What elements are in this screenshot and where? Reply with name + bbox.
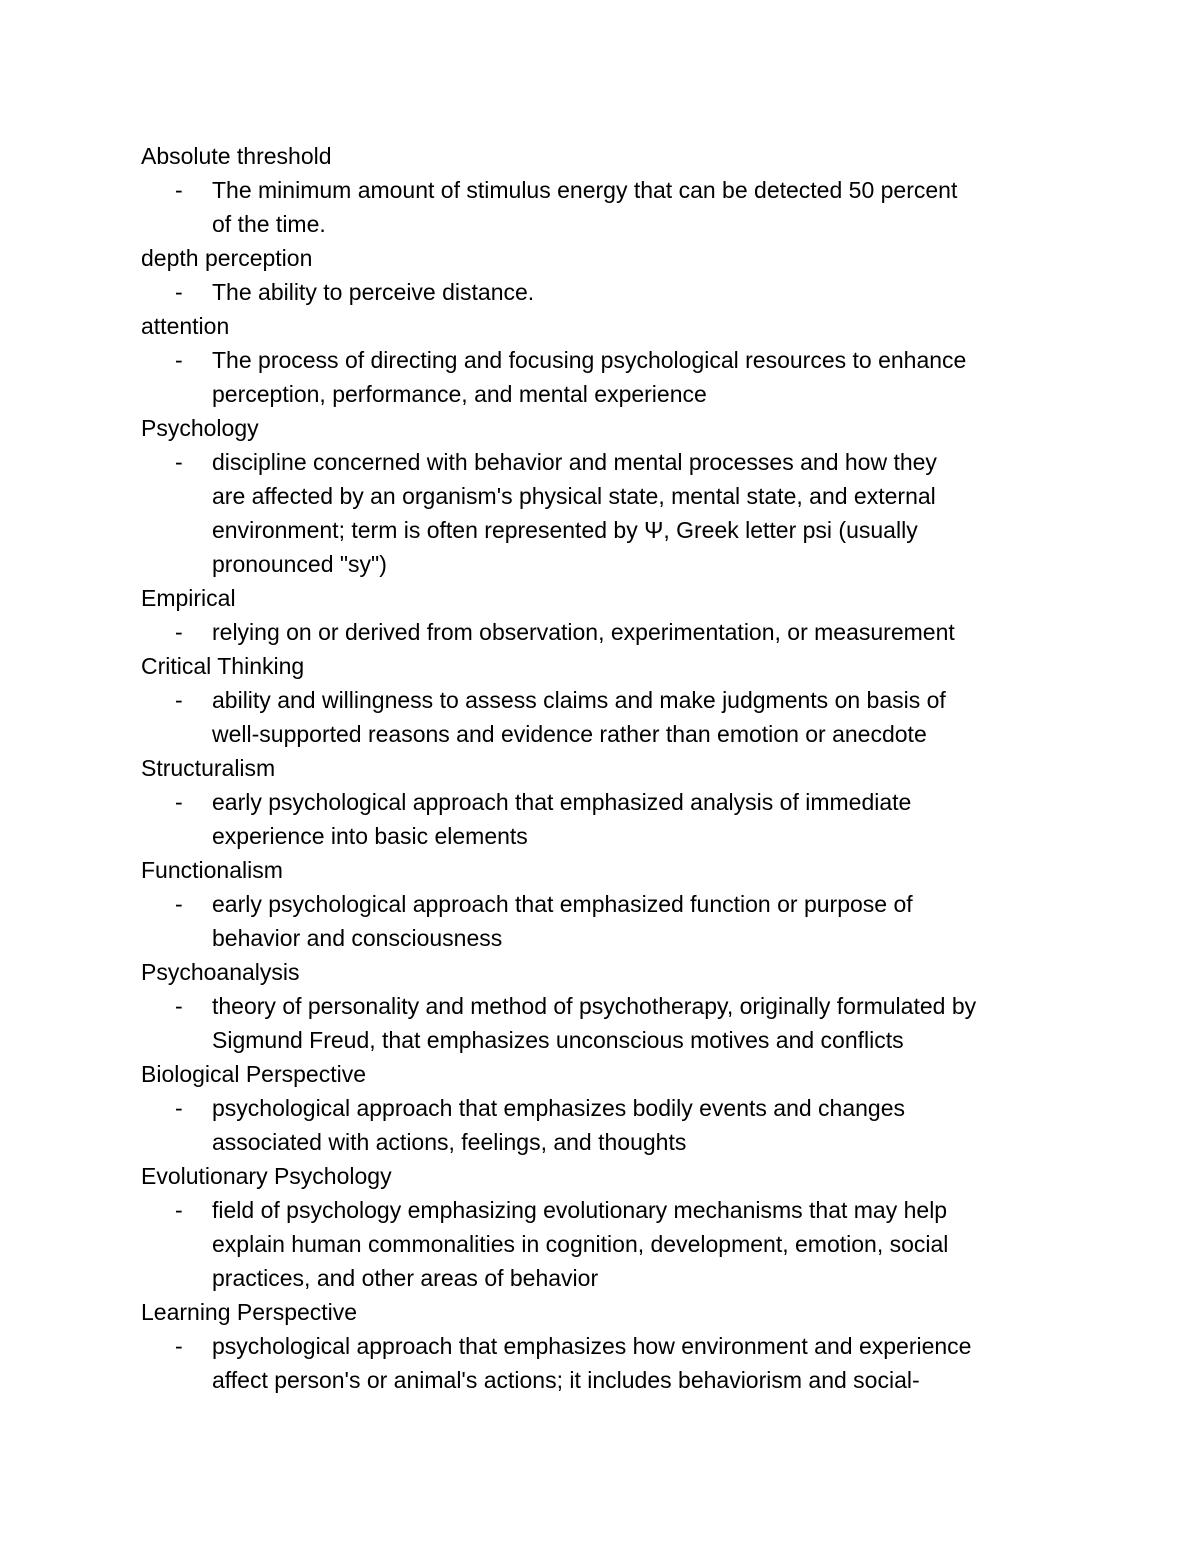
- term-heading: Functionalism: [141, 857, 283, 883]
- definition-item: [141, 1091, 1072, 1159]
- glossary-entry: [141, 1159, 1081, 1295]
- term-heading: attention: [141, 313, 230, 339]
- bullet-dash: -: [175, 449, 183, 475]
- definition-line: pronounced "sy"): [212, 551, 387, 577]
- bullet-dash: -: [175, 347, 183, 373]
- bullet-dash: -: [175, 1197, 183, 1223]
- glossary-entry: [141, 751, 1081, 853]
- definition-line: environment; term is often represented by Ψ, Greek letter psi (usually: [212, 517, 918, 543]
- bullet-dash: -: [175, 619, 183, 645]
- definition-line: psychological approach that emphasizes how environment and experience: [212, 1333, 972, 1359]
- definition-item: [141, 275, 1072, 309]
- bullet-dash: -: [175, 789, 183, 815]
- glossary-entry: [141, 1057, 1081, 1159]
- term-heading: Absolute threshold: [141, 143, 332, 169]
- glossary-entry: [141, 241, 1081, 309]
- definition-line: Sigmund Freud, that emphasizes unconscious motives and conflicts: [212, 1027, 904, 1053]
- definition-line: of the time.: [212, 211, 326, 237]
- glossary-entry: [141, 955, 1081, 1057]
- term-heading: Critical Thinking: [141, 653, 305, 679]
- definition-line: The process of directing and focusing psychological resources to enhance: [212, 347, 967, 373]
- bullet-dash: -: [175, 177, 183, 203]
- definition-line: early psychological approach that emphasized analysis of immediate: [212, 789, 912, 815]
- term-heading: Structuralism: [141, 755, 276, 781]
- definition-item: [141, 1329, 1072, 1397]
- glossary-entry: [141, 649, 1081, 751]
- bullet-dash: -: [175, 993, 183, 1019]
- definition-item: [141, 887, 1072, 955]
- glossary-entry: [141, 581, 1081, 649]
- glossary-entry: [141, 411, 1081, 581]
- term-heading: Biological Perspective: [141, 1061, 367, 1087]
- definition-line: well-supported reasons and evidence rather than emotion or anecdote: [212, 721, 927, 747]
- definition-line: theory of personality and method of psychotherapy, originally formulated by: [212, 993, 977, 1019]
- term-heading: Learning Perspective: [141, 1299, 358, 1325]
- definition-line: practices, and other areas of behavior: [212, 1265, 599, 1291]
- term-heading: Psychology: [141, 415, 259, 441]
- definition-line: experience into basic elements: [212, 823, 528, 849]
- definition-line: perception, performance, and mental experience: [212, 381, 707, 407]
- definition-item: [141, 989, 1072, 1057]
- definition-item: [141, 1193, 1072, 1295]
- bullet-dash: -: [175, 1095, 183, 1121]
- definition-line: field of psychology emphasizing evolutionary mechanisms that may help: [212, 1197, 948, 1223]
- definition-line: explain human commonalities in cognition, development, emotion, social: [212, 1231, 949, 1257]
- definition-line: ability and willingness to assess claims and make judgments on basis of: [212, 687, 946, 713]
- term-heading: Evolutionary Psychology: [141, 1163, 392, 1189]
- definition-line: early psychological approach that emphasized function or purpose of: [212, 891, 913, 917]
- definition-item: [141, 445, 1072, 581]
- glossary-entry: [141, 309, 1081, 411]
- term-heading: depth perception: [141, 245, 313, 271]
- bullet-dash: -: [175, 1333, 183, 1359]
- definition-line: affect person's or animal's actions; it includes behaviorism and social-: [212, 1367, 920, 1393]
- term-heading: Psychoanalysis: [141, 959, 300, 985]
- term-heading: Empirical: [141, 585, 236, 611]
- definition-line: are affected by an organism's physical state, mental state, and external: [212, 483, 936, 509]
- definition-line: psychological approach that emphasizes bodily events and changes: [212, 1095, 905, 1121]
- definition-item: [141, 615, 1072, 649]
- glossary-entry: [141, 1295, 1081, 1397]
- glossary-entry: [141, 139, 1081, 241]
- definition-line: behavior and consciousness: [212, 925, 503, 951]
- definition-line: The ability to perceive distance.: [212, 279, 535, 305]
- definition-item: [141, 343, 1072, 411]
- definition-item: [141, 785, 1072, 853]
- bullet-dash: -: [175, 891, 183, 917]
- definition-line: relying on or derived from observation, experimentation, or measurement: [212, 619, 955, 645]
- definition-line: associated with actions, feelings, and thoughts: [212, 1129, 687, 1155]
- definition-item: [141, 683, 1072, 751]
- definition-line: discipline concerned with behavior and mental processes and how they: [212, 449, 937, 475]
- glossary-entry: [141, 853, 1081, 955]
- definition-item: [141, 173, 1072, 241]
- glossary-list: [141, 139, 1081, 1397]
- bullet-dash: -: [175, 279, 183, 305]
- bullet-dash: -: [175, 687, 183, 713]
- definition-line: The minimum amount of stimulus energy that can be detected 50 percent: [212, 177, 958, 203]
